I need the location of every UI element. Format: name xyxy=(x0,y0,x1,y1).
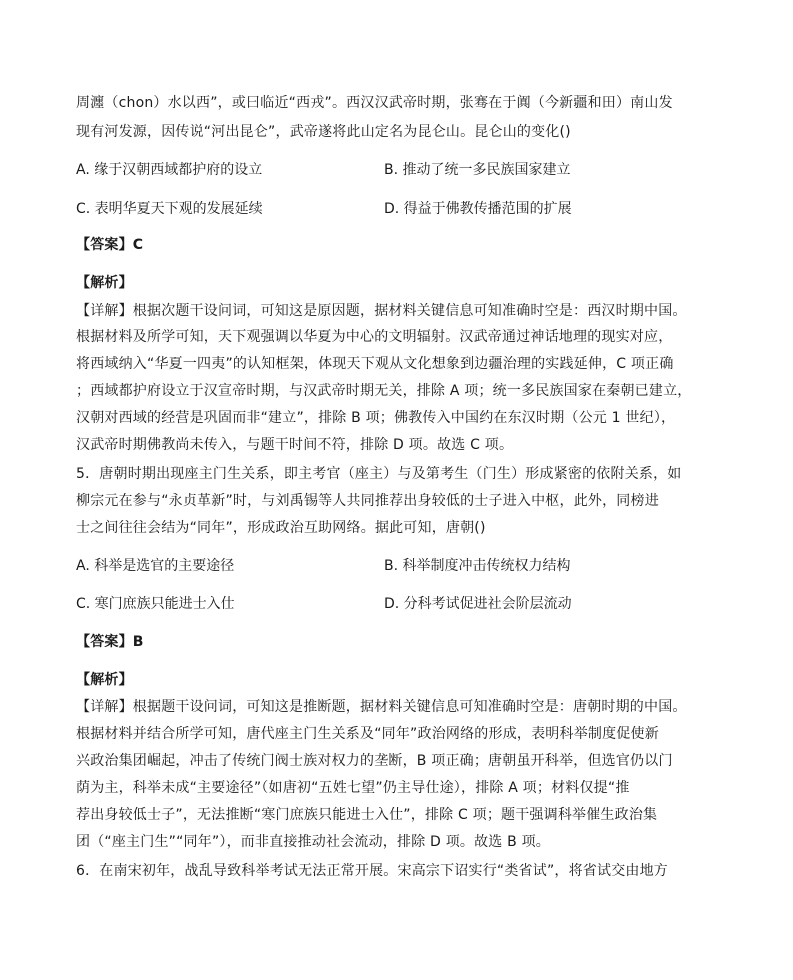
q5-detail-line-2: 根据材料并结合所学可知，唐代座主门生关系及“同年”政治网络的形成，表明科举制度促使新 xyxy=(76,726,659,742)
q4-option-b: B. 推动了统一多民族国家建立 xyxy=(384,162,571,178)
q6-stem-line-1: 6．在南宋初年，战乱导致科举考试无法正常开展。宋高宗下诏实行“类省试”，将省试交由地方 xyxy=(76,863,669,879)
q4-detail-line-3: 将西域纳入“华夏一四夷”的认知框架，体现天下观从文化想象到边疆治理的实践延伸，C 项正确 xyxy=(76,356,674,372)
q4-option-c: C. 表明华夏天下观的发展延续 xyxy=(76,201,263,217)
q5-option-a: A. 科举是选官的主要途径 xyxy=(76,558,235,574)
q4-detail-line-2: 根据材料及所学可知，天下观强调以华夏为中心的文明辐射。汉武帝通过神话地理的现实对应， xyxy=(76,329,673,345)
q5-detail-line-5: 荐出身较低士子”，无法推断“寒门庶族只能进士入仕”，排除 C 项；题干强调科举催生政治集 xyxy=(76,807,658,823)
q4-stem-line-2: 现有河发源，因传说“河出昆仑”，武帝遂将此山定名为昆仑山。昆仑山的变化() xyxy=(76,124,571,140)
q4-detail-line-1: 【详解】根据次题干设问词，可知这是原因题，据材料关键信息可知准确时空是：西汉时期中国。 xyxy=(76,303,687,319)
q5-detail-line-6: 团（“座主门生”“同年”），而非直接推动社会流动，排除 D 项。故选 B 项。 xyxy=(76,834,550,850)
q5-analysis-label: 【解析】 xyxy=(76,672,133,688)
q4-analysis-label: 【解析】 xyxy=(76,275,133,291)
q5-stem-line-3: 士之间往往会结为“同年”，形成政治互助网络。据此可知，唐朝() xyxy=(76,520,486,536)
q5-option-c: C. 寒门庶族只能进士入仕 xyxy=(76,596,235,612)
q4-option-d: D. 得益于佛教传播范围的扩展 xyxy=(384,201,572,217)
q5-detail-line-4: 荫为主，科举未成“主要途径”（如唐初“五姓七望”仍主导仕途），排除 A 项；材料仅提“推 xyxy=(76,780,630,796)
q4-detail-line-4: ；西域都护府设立于汉宣帝时期，与汉武帝时期无关，排除 A 项；统一多民族国家在秦朝已建立， xyxy=(76,383,692,399)
q4-stem-line-1: 周瀍（chon）水以西”，或曰临近“西戎”。西汉汉武帝时期，张骞在于阗（今新疆和田）南山发 xyxy=(76,95,673,111)
q5-detail-line-1: 【详解】根据题干设问词，可知这是推断题，据材料关键信息可知准确时空是：唐朝时期的中国。 xyxy=(76,699,687,715)
q4-option-a: A. 缘于汉朝西域都护府的设立 xyxy=(76,162,263,178)
q5-detail-line-3: 兴政治集团崛起，冲击了传统门阀士族对权力的垄断，B 项正确；唐朝虽开科举，但选官仍以门 xyxy=(76,753,673,769)
q5-stem-line-1: 5．唐朝时期出现座主门生关系，即主考官（座主）与及第考生（门生）形成紧密的依附关系，如 xyxy=(76,466,682,482)
q5-option-b: B. 科举制度冲击传统权力结构 xyxy=(384,558,571,574)
q5-option-d: D. 分科考试促进社会阶层流动 xyxy=(384,596,572,612)
q4-detail-line-6: 汉武帝时期佛教尚未传入，与题干时间不符，排除 D 项。故选 C 项。 xyxy=(76,437,514,453)
q5-answer: 【答案】B xyxy=(76,634,144,650)
q5-stem-line-2: 柳宗元在参与“永贞革新”时，与刘禹锡等人共同推荐出身较低的士子进入中枢，此外，同榜进 xyxy=(76,493,659,509)
q4-answer: 【答案】C xyxy=(76,237,144,253)
q4-detail-line-5: 汉朝对西域的经营是巩固而非“建立”，排除 B 项；佛教传入中国约在东汉时期（公元 1 世纪）， xyxy=(76,410,676,426)
